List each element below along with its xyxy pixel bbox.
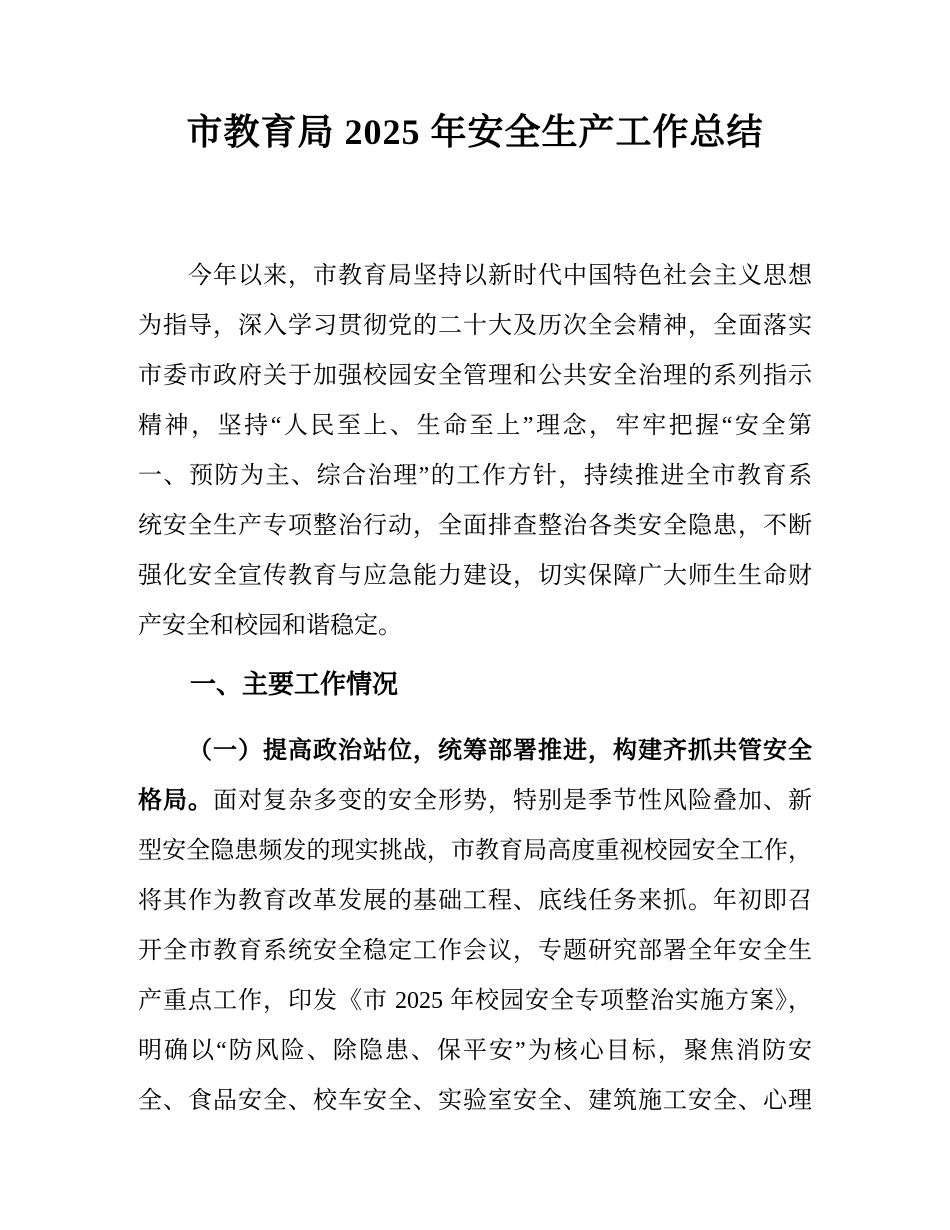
body-text: 全、食品安全、校车安全、实验室安全、建筑施工安全、心理 xyxy=(138,1088,812,1114)
section-heading-1: 一、主要工作情况 xyxy=(190,669,399,699)
text-line xyxy=(138,1076,812,1126)
body-text: 产重点工作，印发《市 2025 年校园安全专项整治实施方案》， xyxy=(138,988,812,1014)
text-line: 强化安全宣传教育与应急能力建设，切实保障广大师生生命财 xyxy=(138,563,812,589)
body-text: 面对复杂多变的安全形势，特别是季节性风险叠加、新 xyxy=(213,788,812,814)
body-text: 明确以“防风险、除隐患、保平安”为核心目标，聚焦消防安 xyxy=(138,1038,812,1064)
text-line xyxy=(138,876,812,926)
text-line: 市委市政府关于加强校园安全管理和公共安全治理的系列指示 xyxy=(138,363,812,389)
text-line xyxy=(138,926,812,976)
subsection-1-paragraph xyxy=(138,726,812,1126)
text-line: 为指导，深入学习贯彻党的二十大及历次全会精神，全面落实 xyxy=(138,313,812,339)
text-line: 今年以来，市教育局坚持以新时代中国特色社会主义思想 xyxy=(188,263,812,289)
text-line xyxy=(138,1026,812,1076)
subheading-bold-text: （一）提高政治站位，统筹部署推进，构建齐抓共管安全 xyxy=(188,737,812,764)
text-line xyxy=(138,826,812,876)
body-text: 将其作为教育改革发展的基础工程、底线任务来抓。年初即召 xyxy=(138,888,812,914)
body-text: 型安全隐患频发的现实挑战，市教育局高度重视校园安全工作， xyxy=(138,838,812,864)
document-content xyxy=(138,0,812,1126)
text-line: 统安全生产专项整治行动，全面排查整治各类安全隐患，不断 xyxy=(138,513,812,539)
subheading-bold-text: 格局。 xyxy=(138,787,213,814)
document-title: 市教育局 2025 年安全生产工作总结 xyxy=(186,112,764,152)
text-line: 产安全和校园和谐稳定。 xyxy=(138,613,402,639)
text-line xyxy=(138,726,812,776)
intro-paragraph xyxy=(138,251,812,651)
text-line: 一、预防为主、综合治理”的工作方针，持续推进全市教育系 xyxy=(138,463,812,489)
text-line: 精神，坚持“人民至上、生命至上”理念，牢牢把握“安全第 xyxy=(138,413,812,439)
text-line xyxy=(138,976,812,1026)
text-line xyxy=(138,776,812,826)
body-text: 开全市教育系统安全稳定工作会议，专题研究部署全年安全生 xyxy=(138,938,812,964)
